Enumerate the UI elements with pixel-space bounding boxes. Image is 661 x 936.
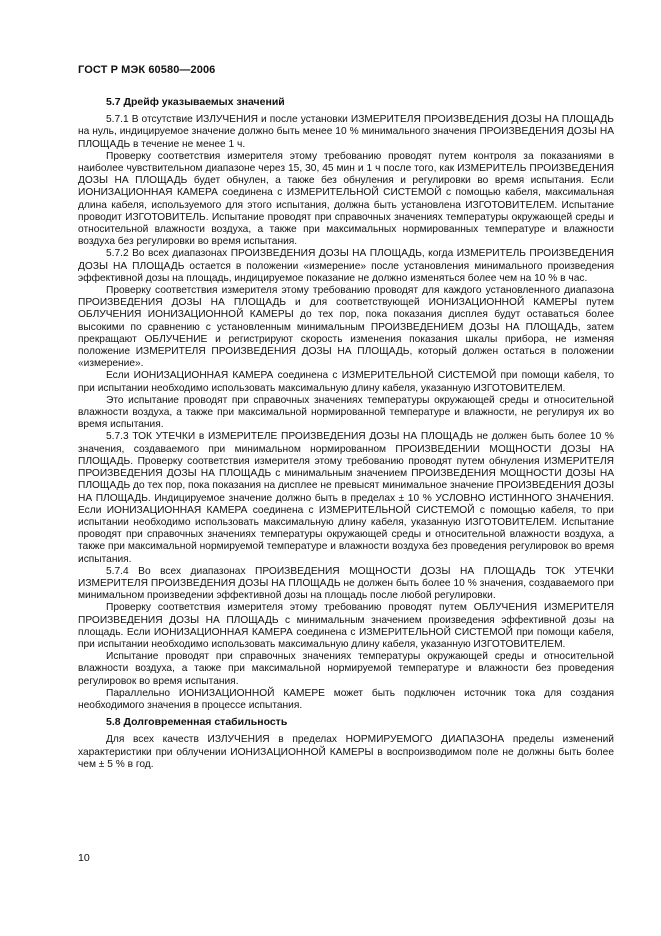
- document-body: [78, 96, 614, 771]
- paragraph: Испытание проводят при справочных значениях температуры окружающей среды и относительной влажности воздуха, а также при максимальной нормируемой температуре и влажности без проведения регулировок во время испытания.: [78, 651, 614, 687]
- paragraph-5-7-2: 5.7.2 Во всех диапазонах ПРОИЗВЕДЕНИЯ ДОЗЫ НА ПЛОЩАДЬ, когда ИЗМЕРИТЕЛЬ ПРОИЗВЕДЕНИЯ ДОЗЫ НА ПЛОЩАДЬ остается в положении «измерение» после установления минимального произведения эффективной дозы на площадь, индицируемое показание не должно изменяться более чем на 10 % в час.: [78, 248, 614, 284]
- page-number: 10: [78, 852, 90, 864]
- paragraph: Если ИОНИЗАЦИОННАЯ КАМЕРА соединена с ИЗМЕРИТЕЛЬНОЙ СИСТЕМОЙ при помощи кабеля, то при испытании необходимо использовать максимальную длину кабеля, указанную ИЗГОТОВИТЕЛЕМ.: [78, 370, 614, 394]
- paragraph: Параллельно ИОНИЗАЦИОННОЙ КАМЕРЕ может быть подключен источник тока для создания необходимого значения в процессе испытания.: [78, 687, 614, 711]
- paragraph-5-8: Для всех качеств ИЗЛУЧЕНИЯ в пределах НОРМИРУЕМОГО ДИАПАЗОНА пределы изменений характеристики при облучении ИОНИЗАЦИОННОЙ КАМЕРЫ в воспроизводимом поле не должны быть более чем ± 5 % в год.: [78, 734, 614, 770]
- paragraph-5-7-3: 5.7.3 ТОК УТЕЧКИ в ИЗМЕРИТЕЛЕ ПРОИЗВЕДЕНИЯ ДОЗЫ НА ПЛОЩАДЬ не должен быть более 10 % значения, создаваемого при минимальном нормированном ПРОИЗВЕДЕНИИ МОЩНОСТИ ДОЗЫ НА ПЛОЩАДЬ. Проверку соответствия измерителя этому требованию проводят путем обнуления ИЗМЕРИТЕЛЯ ПРОИЗВЕДЕНИЯ ДОЗЫ НА ПЛОЩАДЬ с минимальным значением ПРОИЗВЕДЕНИЯ МОЩНОСТИ ДОЗЫ НА ПЛОЩАДЬ до тех пор, пока показания на дисплее не превысят минимальное значение ПРОИЗВЕДЕНИЯ ДОЗЫ НА ПЛОЩАДЬ. Индицируемое значение должно быть в пределах ± 10 % УСЛОВНО ИСТИННОГО ЗНАЧЕНИЯ. Если ИОНИЗАЦИОННАЯ КАМЕРА соединена с ИЗМЕРИТЕЛЬНОЙ СИСТЕМОЙ с помощью кабеля, то при испытании необходимо использовать максимальную длину кабеля, указанную ИЗГОТОВИТЕЛЕМ. Испытание проводят при справочных значениях температуры окружающей среды и относительной влажности воздуха, а также при максимальной нормируемой температуре и влажности воздуха без проведения регулировок во время испытания.: [78, 431, 614, 565]
- section-heading-5-8: 5.8 Долговременная стабильность: [106, 716, 288, 729]
- paragraph-5-7-1: 5.7.1 В отсутствие ИЗЛУЧЕНИЯ и после установки ИЗМЕРИТЕЛЯ ПРОИЗВЕДЕНИЯ ДОЗЫ НА ПЛОЩАДЬ на нуль, индицируемое значение должно быть менее 10 % минимального значения ПРОИЗВЕДЕНИЯ ДОЗЫ НА ПЛОЩАДЬ в течение не менее 1 ч.: [78, 114, 614, 150]
- paragraph: Проверку соответствия измерителя этому требованию проводят путем ОБЛУЧЕНИЯ ИЗМЕРИТЕЛЯ ПРОИЗВЕДЕНИЯ ДОЗЫ НА ПЛОЩАДЬ с минимальным значением произведения эффективной дозы на площадь. Если ИОНИЗАЦИОННАЯ КАМЕРА соединена с ИЗМЕРИТЕЛЬНОЙ СИСТЕМОЙ при помощи кабеля, при испытании необходимо использовать максимальную длину кабеля, указанную ИЗГОТОВИТЕЛЕМ.: [78, 602, 614, 650]
- paragraph: Это испытание проводят при справочных значениях температуры окружающей среды и относительной влажности воздуха, а также при максимальной нормированной температуре и влажности, не регулируя их во время испытания.: [78, 394, 614, 431]
- section-heading-5-7: 5.7 Дрейф указываемых значений: [106, 96, 285, 108]
- paragraph-5-7-4: 5.7.4 Во всех диапазонах ПРОИЗВЕДЕНИЯ МОЩНОСТИ ДОЗЫ НА ПЛОЩАДЬ ТОК УТЕЧКИ ИЗМЕРИТЕЛЯ ПРОИЗВЕДЕНИЯ ДОЗЫ НА ПЛОЩАДЬ не должен быть более 10 % значения, создаваемого при минимальном произведении эффективной дозы на площадь после любой регулировки.: [78, 565, 614, 602]
- paragraph: Проверку соответствия измерителя этому требованию проводят для каждого установленного диапазона ПРОИЗВЕДЕНИЯ ДОЗЫ НА ПЛОЩАДЬ и для соответствующей ИОНИЗАЦИОННОЙ КАМЕРЫ путем ОБЛУЧЕНИЯ ИОНИЗАЦИОННОЙ КАМЕРЫ до тех пор, пока показания дисплея будут оставаться более высокими по сравнению с установленным минимальным ПРОИЗВЕДЕНИЕМ ДОЗЫ НА ПЛОЩАДЬ, затем прекращают ОБЛУЧЕНИЕ и регистрируют скорость изменения показания шкалы прибора, не изменяя положение ИЗМЕРИТЕЛЯ ПРОИЗВЕДЕНИЯ ДОЗЫ НА ПЛОЩАДЬ, который должен остаться в положении «измерение».: [78, 285, 614, 370]
- paragraph: Проверку соответствия измерителя этому требованию проводят путем контроля за показаниями в наиболее чувствительном диапазоне через 15, 30, 45 мин и 1 ч после того, как ИЗМЕРИТЕЛЬ ПРОИЗВЕДЕНИЯ ДОЗЫ НА ПЛОЩАДЬ будет обнулен, а также без обнуления и регулировки во время испытания. Если ИОНИЗАЦИОННАЯ КАМЕРА соединена с ИЗМЕРИТЕЛЬНОЙ СИСТЕМОЙ с помощью кабеля, максимальная длина кабеля, используемого для этого испытания, должна быть установлена ИЗГОТОВИТЕЛЕМ. Испытание проводит ИЗГОТОВИТЕЛЬ. Испытание проводят при справочных значениях температуры окружающей среды и относительной влажности воздуха, а также при максимальных нормированных температуре и влажности воздуха без регулировки во время испытания.: [78, 150, 614, 248]
- document-header: ГОСТ Р МЭК 60580—2006: [78, 64, 216, 76]
